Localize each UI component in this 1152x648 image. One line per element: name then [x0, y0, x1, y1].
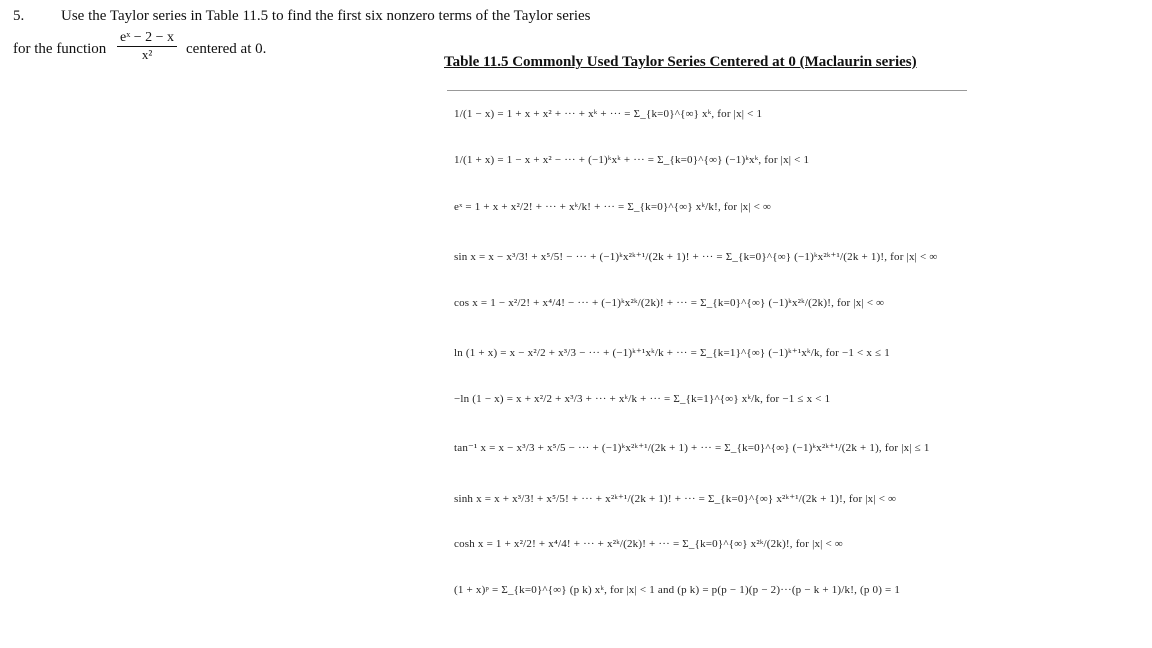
series-row-ln-plus: ln (1 + x) = x − x²/2 + x³/3 − ··· + (−1)ᵏ⁺¹xᵏ/k + ··· = Σ_{k=1}^{∞} (−1)ᵏ⁺¹xᵏ/k, for −1 < x ≤ 1: [454, 347, 890, 359]
series-row-sinh: sinh x = x + x³/3! + x⁵/5! + ··· + x²ᵏ⁺¹/(2k + 1)! + ··· = Σ_{k=0}^{∞} x²ᵏ⁺¹/(2k + 1)!, for |x| < ∞: [454, 493, 897, 505]
function-denominator: x²: [141, 47, 153, 62]
series-row-alternating-geometric: 1/(1 + x) = 1 − x + x² − ··· + (−1)ᵏxᵏ + ··· = Σ_{k=0}^{∞} (−1)ᵏxᵏ, for |x| < 1: [454, 154, 810, 166]
table-title: Table 11.5 Commonly Used Taylor Series Centered at 0 (Maclaurin series): [444, 54, 917, 70]
table-top-rule: [447, 90, 967, 91]
question-number: 5.: [13, 8, 25, 24]
function-fraction: [117, 30, 177, 63]
series-row-ln-minus: −ln (1 − x) = x + x²/2 + x³/3 + ··· + xᵏ/k + ··· = Σ_{k=1}^{∞} xᵏ/k, for −1 ≤ x < 1: [454, 393, 831, 405]
series-row-binomial: (1 + x)ᵖ = Σ_{k=0}^{∞} (p k) xᵏ, for |x| < 1 and (p k) = p(p − 1)(p − 2)···(p − k + 1)/k!, (p 0) = 1: [454, 584, 901, 596]
question-text-prefix: for the function: [13, 41, 107, 57]
function-numerator: eˣ − 2 − x: [117, 30, 177, 47]
question-text-suffix: centered at 0.: [186, 41, 267, 57]
series-row-sin: sin x = x − x³/3! + x⁵/5! − ··· + (−1)ᵏx²ᵏ⁺¹/(2k + 1)! + ··· = Σ_{k=0}^{∞} (−1)ᵏx²ᵏ⁺¹/(2k + 1)!, for |x| < ∞: [454, 251, 938, 263]
series-row-exp: eˣ = 1 + x + x²/2! + ··· + xᵏ/k! + ··· = Σ_{k=0}^{∞} xᵏ/k!, for |x| < ∞: [454, 201, 772, 213]
question-text-line1: Use the Taylor series in Table 11.5 to find the first six nonzero terms of the Taylor series: [61, 8, 591, 24]
series-row-arctan: tan⁻¹ x = x − x³/3 + x⁵/5 − ··· + (−1)ᵏx²ᵏ⁺¹/(2k + 1) + ··· = Σ_{k=0}^{∞} (−1)ᵏx²ᵏ⁺¹/(2k + 1), for |x| ≤ 1: [454, 442, 930, 454]
series-row-geometric: 1/(1 − x) = 1 + x + x² + ··· + xᵏ + ··· = Σ_{k=0}^{∞} xᵏ, for |x| < 1: [454, 108, 763, 120]
series-row-cosh: cosh x = 1 + x²/2! + x⁴/4! + ··· + x²ᵏ/(2k)! + ··· = Σ_{k=0}^{∞} x²ᵏ/(2k)!, for |x| < ∞: [454, 538, 843, 550]
series-row-cos: cos x = 1 − x²/2! + x⁴/4! − ··· + (−1)ᵏx²ᵏ/(2k)! + ··· = Σ_{k=0}^{∞} (−1)ᵏx²ᵏ/(2k)!, for |x| < ∞: [454, 297, 885, 309]
